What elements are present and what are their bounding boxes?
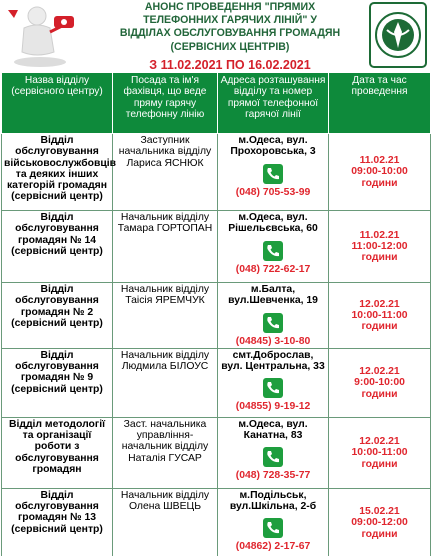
title-line: АНОНС ПРОВЕДЕННЯ "ПРЯМИХ [144, 1, 316, 13]
table-row [2, 283, 431, 349]
figure-with-phone-icon [4, 2, 78, 68]
column-header-date: Дата та час проведення [329, 73, 431, 134]
address-line: м.Одеса, вул. [238, 418, 308, 430]
phone-number: (048) 705-53-99 [235, 186, 311, 198]
announcement-title [118, 1, 342, 54]
address-line: м.Одеса, вул. [238, 212, 308, 223]
department-name: Відділ обслуговування громадян № 2 (сервісний центр) [2, 283, 113, 349]
title-line: (СЕРВІСНИХ ЦЕНТРІВ) [170, 40, 290, 53]
time-unit: години [361, 252, 398, 264]
responsible-person: Заст. начальника управління-начальник відділу Наталія ГУСАР [113, 417, 218, 488]
time-range: 10:00-11:00 [351, 309, 408, 321]
table-row [2, 211, 431, 283]
address-line: м.Одеса, вул. [238, 135, 308, 146]
department-name: Відділ обслуговування громадян № 9 (сервісний центр) [2, 348, 113, 417]
table-row [2, 134, 431, 211]
time-range: 10:00-11:00 [351, 447, 408, 459]
address-line: Прохоровська, 3 [230, 146, 316, 158]
address-line: смт.Доброслав, [232, 349, 314, 361]
phone-icon [263, 241, 283, 261]
phone-icon [263, 313, 283, 333]
phone-number: (04845) 3-10-80 [235, 335, 311, 347]
table-header-row [2, 73, 431, 134]
address-line: Рішельєвська, 60 [228, 223, 318, 235]
column-header-address: Адреса розташування відділу та номер прямої телефонної гарячої лінії [218, 73, 329, 134]
date-value: 12.02.21 [359, 298, 400, 310]
time-unit: години [361, 177, 398, 189]
address-line: Канатна, 83 [243, 430, 303, 442]
department-name: Відділ обслуговування громадян № 13 (сервісний центр) [2, 488, 113, 556]
time-unit: години [361, 321, 398, 333]
date-time [329, 211, 431, 283]
date-time [329, 348, 431, 417]
date-value: 11.02.21 [359, 155, 400, 167]
time-range: 9:00-10:00 [354, 377, 405, 389]
responsible-person: Начальник відділу Олена ШВЕЦЬ [113, 488, 218, 556]
phone-number: (04855) 9-19-12 [235, 401, 311, 413]
date-value: 12.02.21 [359, 435, 400, 447]
phone-number: (048) 728-35-77 [235, 470, 311, 482]
department-name: Відділ обслуговування громадян № 14 (сервісний центр) [2, 211, 113, 283]
date-value: 15.02.21 [359, 505, 400, 517]
phone-icon [263, 447, 283, 467]
address-line: вул.Шкільна, 2-б [229, 501, 317, 513]
header [0, 0, 431, 73]
title-line: ТЕЛЕФОННИХ ГАРЯЧИХ ЛІНІЙ" У [143, 14, 317, 27]
date-range: З 11.02.2021 ПО 16.02.2021 [149, 58, 311, 72]
title-line: ВІДДІЛАХ ОБСЛУГОВУВАННЯ ГРОМАДЯН [119, 27, 341, 40]
phone-icon [263, 378, 283, 398]
address-and-phone [218, 488, 329, 556]
time-unit: години [361, 388, 398, 400]
address-and-phone [218, 211, 329, 283]
address-line: вул.Шевченка, 19 [228, 295, 318, 307]
responsible-person: Начальник відділу Людмила БІЛОУС [113, 348, 218, 417]
pension-fund-emblem-icon [369, 2, 427, 68]
column-header-dept: Назва відділу (сервісного центру) [2, 73, 113, 134]
date-time [329, 283, 431, 349]
table-row [2, 488, 431, 556]
date-time [329, 417, 431, 488]
address-and-phone [218, 417, 329, 488]
time-range: 09:00-10:00 [351, 166, 408, 178]
address-line: вул. Центральна, 33 [221, 361, 325, 373]
phone-number: (048) 722-62-17 [235, 263, 311, 275]
responsible-person: Заступник начальника відділу Лариса ЯСНЮК [113, 134, 218, 211]
responsible-person: Начальник відділу Тамара ГОРТОПАН [113, 211, 218, 283]
department-name: Відділ обслуговування військовослужбовців та деяких інших категорій громадян (сервісний центр) [2, 134, 113, 211]
address-and-phone [218, 134, 329, 211]
table-row [2, 417, 431, 488]
table-row [2, 348, 431, 417]
address-and-phone [218, 283, 329, 349]
time-unit: години [361, 458, 398, 470]
date-time [329, 134, 431, 211]
phone-icon [263, 518, 283, 538]
hotline-schedule-table [1, 72, 431, 556]
date-value: 11.02.21 [359, 229, 400, 241]
address-line: м.Подільськ, [239, 489, 307, 501]
time-range: 11:00-12:00 [351, 240, 408, 252]
phone-icon [263, 164, 283, 184]
time-unit: години [361, 528, 398, 540]
address-and-phone [218, 348, 329, 417]
time-range: 09:00-12:00 [351, 517, 408, 529]
responsible-person: Начальник відділу Таісія ЯРЕМЧУК [113, 283, 218, 349]
address-line: м.Балта, [250, 284, 296, 295]
department-name: Відділ методології та організації роботи з обслуговування громадян [2, 417, 113, 488]
date-value: 12.02.21 [359, 365, 400, 377]
column-header-person: Посада та ім'я фахівця, що веде пряму гарячу телефонну лінію [113, 73, 218, 134]
phone-number: (04862) 2-17-67 [235, 541, 311, 553]
date-time [329, 488, 431, 556]
